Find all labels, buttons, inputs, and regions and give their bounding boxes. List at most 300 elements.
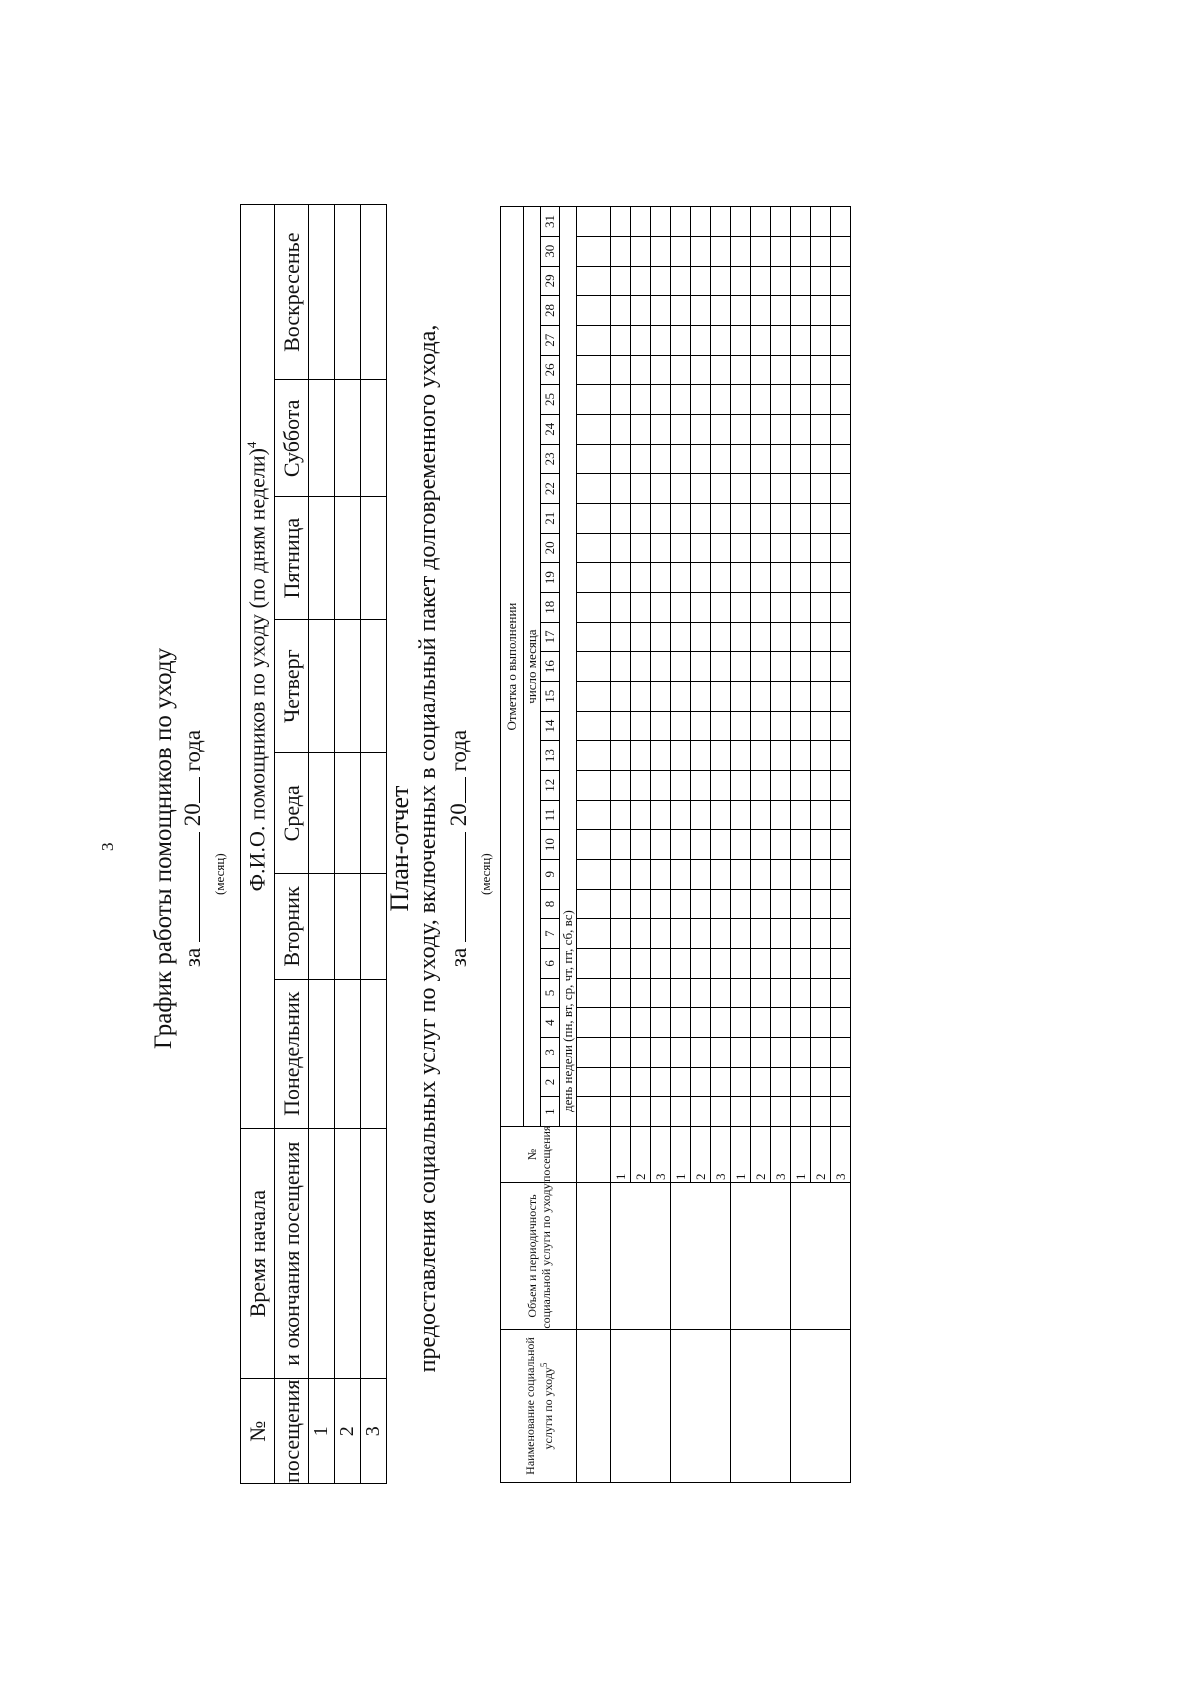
mark-cell[interactable] xyxy=(731,1008,751,1038)
mark-cell[interactable] xyxy=(631,474,651,504)
mark-cell[interactable] xyxy=(731,1067,751,1097)
mark-cell[interactable] xyxy=(791,236,811,266)
blank-cell[interactable] xyxy=(577,1183,611,1330)
mark-cell[interactable] xyxy=(631,859,651,889)
mark-cell[interactable] xyxy=(611,533,631,563)
mark-cell[interactable] xyxy=(731,414,751,444)
volume-cell[interactable] xyxy=(671,1183,731,1330)
mark-cell[interactable] xyxy=(691,681,711,711)
mark-cell[interactable] xyxy=(731,770,751,800)
mark-cell[interactable] xyxy=(731,622,751,652)
mark-cell[interactable] xyxy=(711,681,731,711)
mark-cell[interactable] xyxy=(791,1067,811,1097)
mark-cell[interactable] xyxy=(751,622,771,652)
mark-cell[interactable] xyxy=(751,741,771,771)
mark-cell[interactable] xyxy=(691,889,711,919)
mark-cell[interactable] xyxy=(811,1097,831,1127)
mark-cell[interactable] xyxy=(751,533,771,563)
mark-cell[interactable] xyxy=(731,741,751,771)
mark-cell[interactable] xyxy=(611,711,631,741)
mark-cell[interactable] xyxy=(751,266,771,296)
mark-cell[interactable] xyxy=(611,592,631,622)
mark-cell[interactable] xyxy=(811,474,831,504)
mark-cell[interactable] xyxy=(611,681,631,711)
blank-cell[interactable] xyxy=(577,1127,611,1183)
mark-cell[interactable] xyxy=(831,711,851,741)
mark-cell[interactable] xyxy=(831,948,851,978)
mark-cell[interactable] xyxy=(711,533,731,563)
mark-cell[interactable] xyxy=(651,770,671,800)
blank-cell[interactable] xyxy=(577,948,611,978)
mark-cell[interactable] xyxy=(751,592,771,622)
mark-cell[interactable] xyxy=(751,919,771,949)
mark-cell[interactable] xyxy=(631,741,651,771)
mark-cell[interactable] xyxy=(791,1097,811,1127)
mark-cell[interactable] xyxy=(831,1008,851,1038)
mark-cell[interactable] xyxy=(711,444,731,474)
mark-cell[interactable] xyxy=(711,1008,731,1038)
mark-cell[interactable] xyxy=(771,1008,791,1038)
mark-cell[interactable] xyxy=(611,207,631,237)
mark-cell[interactable] xyxy=(671,236,691,266)
mark-cell[interactable] xyxy=(751,830,771,860)
mark-cell[interactable] xyxy=(731,800,751,830)
mark-cell[interactable] xyxy=(831,1067,851,1097)
mark-cell[interactable] xyxy=(831,474,851,504)
mark-cell[interactable] xyxy=(811,503,831,533)
mark-cell[interactable] xyxy=(751,325,771,355)
service-name-cell[interactable] xyxy=(671,1330,731,1483)
mark-cell[interactable] xyxy=(671,414,691,444)
mark-cell[interactable] xyxy=(831,563,851,593)
mark-cell[interactable] xyxy=(611,978,631,1008)
mark-cell[interactable] xyxy=(631,622,651,652)
mark-cell[interactable] xyxy=(771,296,791,326)
mark-cell[interactable] xyxy=(611,1037,631,1067)
mark-cell[interactable] xyxy=(731,474,751,504)
mark-cell[interactable] xyxy=(611,444,631,474)
mark-cell[interactable] xyxy=(671,385,691,415)
mark-cell[interactable] xyxy=(771,592,791,622)
mark-cell[interactable] xyxy=(831,236,851,266)
volume-cell[interactable] xyxy=(611,1183,671,1330)
mark-cell[interactable] xyxy=(751,355,771,385)
time-cell[interactable] xyxy=(309,1128,335,1379)
mark-cell[interactable] xyxy=(771,503,791,533)
mark-cell[interactable] xyxy=(731,503,751,533)
month-blank[interactable] xyxy=(181,832,200,942)
mark-cell[interactable] xyxy=(651,652,671,682)
mark-cell[interactable] xyxy=(811,266,831,296)
mark-cell[interactable] xyxy=(811,385,831,415)
mark-cell[interactable] xyxy=(771,563,791,593)
service-name-cell[interactable] xyxy=(791,1330,851,1483)
mark-cell[interactable] xyxy=(651,414,671,444)
mark-cell[interactable] xyxy=(671,770,691,800)
mark-cell[interactable] xyxy=(691,503,711,533)
mark-cell[interactable] xyxy=(631,414,651,444)
mark-cell[interactable] xyxy=(691,800,711,830)
mark-cell[interactable] xyxy=(711,1067,731,1097)
mark-cell[interactable] xyxy=(771,1097,791,1127)
mark-cell[interactable] xyxy=(611,503,631,533)
fio-cell[interactable] xyxy=(309,753,335,874)
mark-cell[interactable] xyxy=(691,385,711,415)
fio-cell[interactable] xyxy=(335,979,361,1128)
mark-cell[interactable] xyxy=(651,889,671,919)
service-name-cell[interactable] xyxy=(611,1330,671,1483)
mark-cell[interactable] xyxy=(711,889,731,919)
blank-cell[interactable] xyxy=(577,1330,611,1483)
mark-cell[interactable] xyxy=(631,207,651,237)
mark-cell[interactable] xyxy=(751,474,771,504)
mark-cell[interactable] xyxy=(631,1037,651,1067)
mark-cell[interactable] xyxy=(811,859,831,889)
mark-cell[interactable] xyxy=(671,859,691,889)
mark-cell[interactable] xyxy=(751,296,771,326)
blank-cell[interactable] xyxy=(577,533,611,563)
mark-cell[interactable] xyxy=(811,978,831,1008)
mark-cell[interactable] xyxy=(671,355,691,385)
mark-cell[interactable] xyxy=(631,948,651,978)
mark-cell[interactable] xyxy=(651,800,671,830)
mark-cell[interactable] xyxy=(631,444,651,474)
mark-cell[interactable] xyxy=(611,563,631,593)
mark-cell[interactable] xyxy=(791,533,811,563)
mark-cell[interactable] xyxy=(831,296,851,326)
mark-cell[interactable] xyxy=(831,770,851,800)
mark-cell[interactable] xyxy=(731,207,751,237)
mark-cell[interactable] xyxy=(791,592,811,622)
blank-cell[interactable] xyxy=(577,1037,611,1067)
mark-cell[interactable] xyxy=(811,652,831,682)
mark-cell[interactable] xyxy=(671,592,691,622)
mark-cell[interactable] xyxy=(731,236,751,266)
mark-cell[interactable] xyxy=(771,711,791,741)
blank-cell[interactable] xyxy=(577,1097,611,1127)
mark-cell[interactable] xyxy=(771,830,791,860)
mark-cell[interactable] xyxy=(711,503,731,533)
mark-cell[interactable] xyxy=(651,325,671,355)
mark-cell[interactable] xyxy=(811,1037,831,1067)
mark-cell[interactable] xyxy=(671,1067,691,1097)
mark-cell[interactable] xyxy=(731,652,751,682)
mark-cell[interactable] xyxy=(611,652,631,682)
time-cell[interactable] xyxy=(335,1128,361,1379)
mark-cell[interactable] xyxy=(731,681,751,711)
mark-cell[interactable] xyxy=(811,236,831,266)
year-blank[interactable] xyxy=(181,777,200,803)
mark-cell[interactable] xyxy=(711,770,731,800)
mark-cell[interactable] xyxy=(831,1037,851,1067)
mark-cell[interactable] xyxy=(731,978,751,1008)
mark-cell[interactable] xyxy=(751,563,771,593)
mark-cell[interactable] xyxy=(751,652,771,682)
mark-cell[interactable] xyxy=(611,236,631,266)
mark-cell[interactable] xyxy=(771,741,791,771)
mark-cell[interactable] xyxy=(711,414,731,444)
mark-cell[interactable] xyxy=(751,948,771,978)
mark-cell[interactable] xyxy=(731,355,751,385)
fio-cell[interactable] xyxy=(361,380,387,497)
mark-cell[interactable] xyxy=(791,770,811,800)
mark-cell[interactable] xyxy=(771,385,791,415)
mark-cell[interactable] xyxy=(671,325,691,355)
mark-cell[interactable] xyxy=(671,1008,691,1038)
mark-cell[interactable] xyxy=(631,711,651,741)
mark-cell[interactable] xyxy=(811,741,831,771)
blank-cell[interactable] xyxy=(577,770,611,800)
blank-cell[interactable] xyxy=(577,385,611,415)
mark-cell[interactable] xyxy=(631,800,651,830)
mark-cell[interactable] xyxy=(671,563,691,593)
fio-cell[interactable] xyxy=(335,874,361,979)
mark-cell[interactable] xyxy=(831,503,851,533)
mark-cell[interactable] xyxy=(771,444,791,474)
mark-cell[interactable] xyxy=(771,355,791,385)
mark-cell[interactable] xyxy=(651,830,671,860)
mark-cell[interactable] xyxy=(631,385,651,415)
mark-cell[interactable] xyxy=(631,563,651,593)
mark-cell[interactable] xyxy=(811,948,831,978)
mark-cell[interactable] xyxy=(731,563,751,593)
mark-cell[interactable] xyxy=(671,296,691,326)
fio-cell[interactable] xyxy=(361,205,387,380)
mark-cell[interactable] xyxy=(731,592,751,622)
mark-cell[interactable] xyxy=(751,889,771,919)
mark-cell[interactable] xyxy=(731,859,751,889)
mark-cell[interactable] xyxy=(651,919,671,949)
fio-cell[interactable] xyxy=(309,380,335,497)
mark-cell[interactable] xyxy=(671,652,691,682)
blank-cell[interactable] xyxy=(577,503,611,533)
mark-cell[interactable] xyxy=(611,741,631,771)
mark-cell[interactable] xyxy=(671,711,691,741)
mark-cell[interactable] xyxy=(831,207,851,237)
mark-cell[interactable] xyxy=(611,800,631,830)
mark-cell[interactable] xyxy=(671,1097,691,1127)
mark-cell[interactable] xyxy=(771,652,791,682)
mark-cell[interactable] xyxy=(671,503,691,533)
mark-cell[interactable] xyxy=(731,1097,751,1127)
mark-cell[interactable] xyxy=(671,622,691,652)
fio-cell[interactable] xyxy=(309,205,335,380)
mark-cell[interactable] xyxy=(691,711,711,741)
blank-cell[interactable] xyxy=(577,236,611,266)
mark-cell[interactable] xyxy=(651,385,671,415)
mark-cell[interactable] xyxy=(691,1097,711,1127)
mark-cell[interactable] xyxy=(751,770,771,800)
mark-cell[interactable] xyxy=(631,296,651,326)
mark-cell[interactable] xyxy=(731,711,751,741)
mark-cell[interactable] xyxy=(691,1037,711,1067)
mark-cell[interactable] xyxy=(831,889,851,919)
mark-cell[interactable] xyxy=(711,800,731,830)
mark-cell[interactable] xyxy=(791,919,811,949)
mark-cell[interactable] xyxy=(691,296,711,326)
mark-cell[interactable] xyxy=(831,800,851,830)
mark-cell[interactable] xyxy=(711,1037,731,1067)
mark-cell[interactable] xyxy=(631,889,651,919)
mark-cell[interactable] xyxy=(731,533,751,563)
mark-cell[interactable] xyxy=(711,385,731,415)
mark-cell[interactable] xyxy=(751,385,771,415)
mark-cell[interactable] xyxy=(731,948,751,978)
mark-cell[interactable] xyxy=(651,533,671,563)
fio-cell[interactable] xyxy=(361,874,387,979)
fio-cell[interactable] xyxy=(335,380,361,497)
fio-cell[interactable] xyxy=(361,979,387,1128)
mark-cell[interactable] xyxy=(711,741,731,771)
mark-cell[interactable] xyxy=(711,236,731,266)
mark-cell[interactable] xyxy=(751,859,771,889)
mark-cell[interactable] xyxy=(671,266,691,296)
mark-cell[interactable] xyxy=(791,474,811,504)
mark-cell[interactable] xyxy=(651,1037,671,1067)
mark-cell[interactable] xyxy=(691,325,711,355)
mark-cell[interactable] xyxy=(671,741,691,771)
mark-cell[interactable] xyxy=(611,325,631,355)
mark-cell[interactable] xyxy=(691,859,711,889)
time-cell[interactable] xyxy=(361,1128,387,1379)
year-blank[interactable] xyxy=(447,777,466,803)
mark-cell[interactable] xyxy=(831,681,851,711)
mark-cell[interactable] xyxy=(671,207,691,237)
mark-cell[interactable] xyxy=(651,948,671,978)
mark-cell[interactable] xyxy=(691,414,711,444)
mark-cell[interactable] xyxy=(611,266,631,296)
mark-cell[interactable] xyxy=(811,563,831,593)
mark-cell[interactable] xyxy=(631,355,651,385)
mark-cell[interactable] xyxy=(771,1037,791,1067)
mark-cell[interactable] xyxy=(711,325,731,355)
mark-cell[interactable] xyxy=(731,1037,751,1067)
mark-cell[interactable] xyxy=(671,978,691,1008)
blank-cell[interactable] xyxy=(577,414,611,444)
fio-cell[interactable] xyxy=(335,620,361,753)
mark-cell[interactable] xyxy=(791,1037,811,1067)
mark-cell[interactable] xyxy=(631,503,651,533)
blank-cell[interactable] xyxy=(577,859,611,889)
blank-cell[interactable] xyxy=(577,919,611,949)
fio-cell[interactable] xyxy=(335,497,361,620)
blank-cell[interactable] xyxy=(577,1067,611,1097)
mark-cell[interactable] xyxy=(691,830,711,860)
mark-cell[interactable] xyxy=(791,622,811,652)
mark-cell[interactable] xyxy=(711,622,731,652)
mark-cell[interactable] xyxy=(731,919,751,949)
mark-cell[interactable] xyxy=(811,800,831,830)
mark-cell[interactable] xyxy=(651,236,671,266)
mark-cell[interactable] xyxy=(771,474,791,504)
blank-cell[interactable] xyxy=(577,681,611,711)
mark-cell[interactable] xyxy=(831,355,851,385)
mark-cell[interactable] xyxy=(751,207,771,237)
mark-cell[interactable] xyxy=(611,414,631,444)
mark-cell[interactable] xyxy=(771,681,791,711)
mark-cell[interactable] xyxy=(791,444,811,474)
mark-cell[interactable] xyxy=(751,800,771,830)
mark-cell[interactable] xyxy=(711,652,731,682)
mark-cell[interactable] xyxy=(831,325,851,355)
mark-cell[interactable] xyxy=(651,563,671,593)
mark-cell[interactable] xyxy=(691,444,711,474)
blank-cell[interactable] xyxy=(577,830,611,860)
mark-cell[interactable] xyxy=(831,830,851,860)
mark-cell[interactable] xyxy=(651,681,671,711)
mark-cell[interactable] xyxy=(611,1008,631,1038)
fio-cell[interactable] xyxy=(361,753,387,874)
blank-cell[interactable] xyxy=(577,711,611,741)
mark-cell[interactable] xyxy=(811,889,831,919)
mark-cell[interactable] xyxy=(831,652,851,682)
mark-cell[interactable] xyxy=(671,800,691,830)
fio-cell[interactable] xyxy=(361,497,387,620)
mark-cell[interactable] xyxy=(791,207,811,237)
mark-cell[interactable] xyxy=(751,236,771,266)
mark-cell[interactable] xyxy=(631,266,651,296)
mark-cell[interactable] xyxy=(791,266,811,296)
mark-cell[interactable] xyxy=(711,207,731,237)
mark-cell[interactable] xyxy=(671,681,691,711)
mark-cell[interactable] xyxy=(711,563,731,593)
mark-cell[interactable] xyxy=(831,414,851,444)
mark-cell[interactable] xyxy=(831,859,851,889)
mark-cell[interactable] xyxy=(691,978,711,1008)
mark-cell[interactable] xyxy=(731,266,751,296)
mark-cell[interactable] xyxy=(691,236,711,266)
fio-cell[interactable] xyxy=(335,205,361,380)
volume-cell[interactable] xyxy=(791,1183,851,1330)
mark-cell[interactable] xyxy=(751,1097,771,1127)
fio-cell[interactable] xyxy=(309,620,335,753)
fio-cell[interactable] xyxy=(309,497,335,620)
mark-cell[interactable] xyxy=(671,444,691,474)
mark-cell[interactable] xyxy=(771,325,791,355)
mark-cell[interactable] xyxy=(771,266,791,296)
mark-cell[interactable] xyxy=(651,1097,671,1127)
mark-cell[interactable] xyxy=(611,859,631,889)
mark-cell[interactable] xyxy=(691,563,711,593)
mark-cell[interactable] xyxy=(651,1067,671,1097)
mark-cell[interactable] xyxy=(651,859,671,889)
mark-cell[interactable] xyxy=(671,474,691,504)
mark-cell[interactable] xyxy=(791,355,811,385)
mark-cell[interactable] xyxy=(631,1067,651,1097)
mark-cell[interactable] xyxy=(611,830,631,860)
mark-cell[interactable] xyxy=(711,474,731,504)
mark-cell[interactable] xyxy=(651,622,671,652)
mark-cell[interactable] xyxy=(811,533,831,563)
fio-cell[interactable] xyxy=(361,620,387,753)
mark-cell[interactable] xyxy=(811,770,831,800)
mark-cell[interactable] xyxy=(791,1008,811,1038)
mark-cell[interactable] xyxy=(651,741,671,771)
mark-cell[interactable] xyxy=(831,978,851,1008)
mark-cell[interactable] xyxy=(771,859,791,889)
mark-cell[interactable] xyxy=(771,978,791,1008)
mark-cell[interactable] xyxy=(791,503,811,533)
mark-cell[interactable] xyxy=(811,207,831,237)
mark-cell[interactable] xyxy=(811,622,831,652)
blank-cell[interactable] xyxy=(577,266,611,296)
mark-cell[interactable] xyxy=(631,830,651,860)
mark-cell[interactable] xyxy=(631,770,651,800)
blank-cell[interactable] xyxy=(577,207,611,237)
mark-cell[interactable] xyxy=(771,919,791,949)
mark-cell[interactable] xyxy=(771,770,791,800)
mark-cell[interactable] xyxy=(771,622,791,652)
